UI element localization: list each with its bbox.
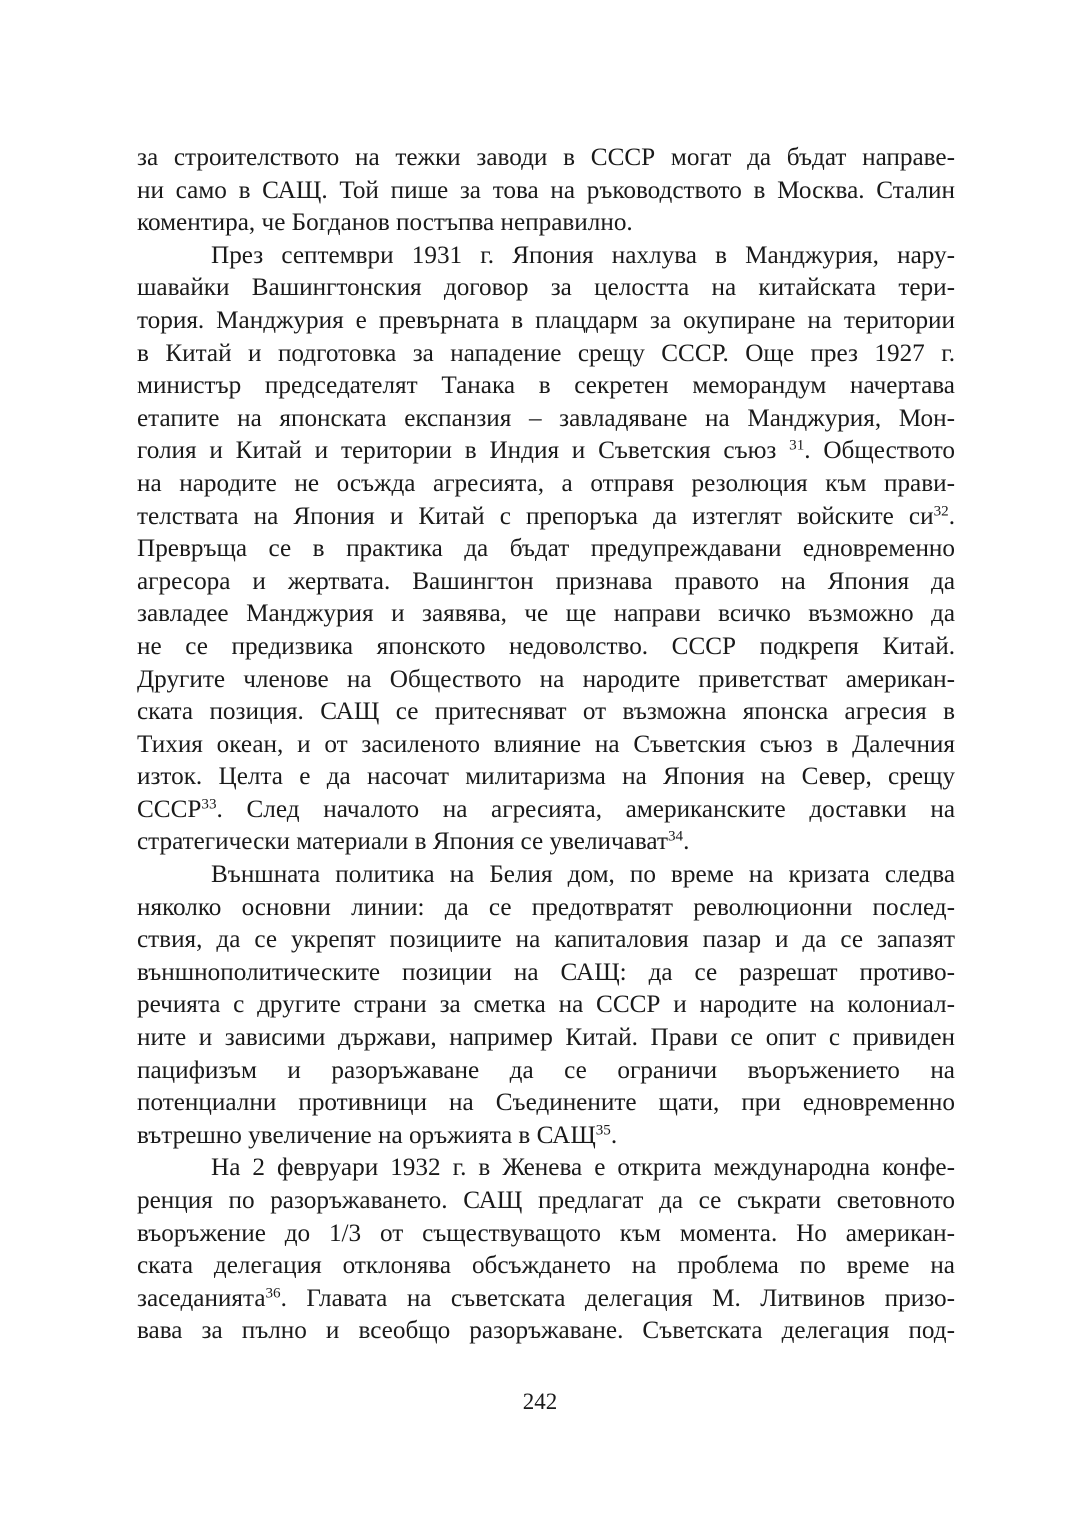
text-fragment: вътрешно увеличение на оръжията в САЩ [137, 1121, 596, 1149]
footnote-ref: 32 [933, 503, 949, 520]
text-line: Тихия океан, и от засиленото влияние на Съветския съюз в Далечния [137, 730, 955, 758]
footnote-ref: 35 [595, 1122, 611, 1139]
paragraph [137, 859, 955, 1152]
text-line: за строителството на тежки заводи в СССР могат да бъдат направе- [137, 144, 955, 171]
text-line: ската делегация отклонява обсъждането на проблема по време на [137, 1252, 955, 1280]
text-line: в Китай и подготовка за нападение срещу СССР. Още през 1927 г. [137, 339, 955, 367]
text-line: вава за пълно и всеобщо разоръжаване. Съветската делегация под- [137, 1317, 955, 1345]
text-line: Другите членове на Обществото на народите приветстват американ- [137, 665, 955, 693]
text-line: тория. Манджурия е превърната в плацдарм за окупиране на територии [137, 306, 955, 334]
footnote-ref: 33 [201, 796, 217, 813]
text-line: На 2 февруари 1932 г. в Женева е открита международна конфе- [211, 1154, 955, 1182]
text-fragment: стратегически материали в Япония се увеличават [137, 828, 668, 856]
text-line [137, 1120, 955, 1153]
text-line: През септември 1931 г. Япония нахлува в Манджурия, нару- [211, 241, 955, 269]
text-line: ните и зависими държави, например Китай. Прави се опит с привиден [137, 1024, 955, 1052]
footnote-ref: 31 [789, 438, 805, 455]
text-line: въоръжение до 1/3 от съществуващото към момента. Но американ- [137, 1219, 955, 1247]
paragraph [137, 240, 955, 859]
text-line: агресора и жертвата. Вашингтон признава правото на Япония да [137, 567, 955, 595]
text-line: пацифизъм и разоръжаване да се ограничи въоръжението на [137, 1056, 955, 1084]
text-line [137, 794, 955, 827]
paragraph [137, 142, 955, 240]
text-fragment: . Главата на съветската делегация М. Литвинов призо- [280, 1284, 955, 1312]
page-body [137, 142, 955, 1348]
text-fragment: голия и Китай и територии в Индия и Съветския съюз [137, 437, 777, 465]
footnote-ref: 34 [667, 829, 684, 846]
text-line: външнополитическите позиции на САЩ: да се разрешат противо- [137, 958, 955, 986]
text-fragment: . Обществото [804, 437, 956, 465]
text-line: коментира, че Богданов постъпва неправилно. [137, 209, 633, 237]
text-line: завладее Манджурия и заявява, че ще направи всичко възможно да [137, 600, 955, 628]
text-line [137, 826, 955, 859]
text-line: ствия, да се укрепят позициите на капиталовия пазар и да се запазят [137, 926, 955, 954]
text-line [137, 435, 955, 468]
paragraph [137, 1152, 955, 1348]
text-line [137, 501, 955, 534]
text-line [137, 1283, 955, 1316]
text-line: речията с другите страни за сметка на СССР и народите на колониал- [137, 991, 955, 1019]
text-line: шавайки Вашингтонския договор за целостта на китайската тери- [137, 274, 955, 302]
footnote-ref: 36 [265, 1285, 281, 1302]
text-line: Превръща се в практика да бъдат предупреждавани едновременно [137, 535, 955, 563]
text-line: ни само в САЩ. Той пише за това на ръководството в Москва. Сталин [137, 176, 955, 204]
text-fragment: СССР [137, 795, 202, 823]
text-fragment: заседанията [137, 1284, 266, 1312]
text-line: няколко основни линии: да се предотвратят революционни послед- [137, 893, 955, 921]
text-fragment: . След началото на агресията, американските доставки на [216, 795, 955, 823]
page-number: 242 [522, 1389, 558, 1414]
text-line: Външната политика на Белия дом, по време на кризата следва [211, 861, 955, 889]
text-fragment: . [610, 1121, 618, 1149]
text-line: ската позиция. САЩ се притесняват от възможна японска агресия в [137, 698, 955, 726]
text-line: ренция по разоръжаването. САЩ предлагат да се съкрати световното [137, 1187, 955, 1214]
text-fragment: . [948, 502, 955, 530]
text-line: министър председателят Танака в секретен меморандум начертава [137, 372, 955, 400]
text-line: на народите не осъжда агресията, а отправя резолюция към прави- [137, 469, 955, 497]
text-fragment: . [683, 828, 690, 856]
text-fragment: телствата на Япония и Китай с препоръка да изтеглят войските си [137, 502, 934, 530]
text-line: не се предизвика японското недоволство. СССР подкрепя Китай. [137, 632, 955, 660]
text-line: изток. Целта е да насочат милитаризма на Япония на Север, срещу [137, 763, 955, 791]
text-line: потенциални противници на Съединените щати, при едновременно [137, 1089, 955, 1117]
text-line: етапите на японската експанзия – завладяване на Манджурия, Мон- [137, 404, 955, 432]
